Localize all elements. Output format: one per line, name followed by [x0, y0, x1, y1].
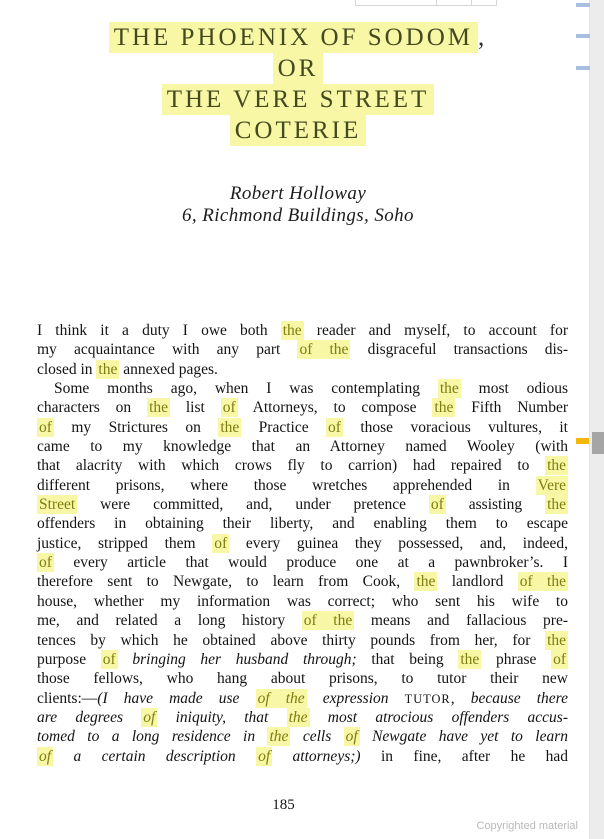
highlighted-text: the [439, 380, 459, 398]
highlighted-text: of [328, 418, 341, 436]
highlighted-text: Vere [537, 476, 566, 494]
text: disgraceful transactions dis- [350, 341, 568, 359]
text: cells [290, 728, 344, 746]
text: justice, stripped them [37, 534, 213, 552]
title-line [0, 22, 596, 53]
text: annexed pages. [119, 360, 218, 378]
text: most atrocious offenders accus- [309, 708, 568, 726]
text: (I have made use [97, 689, 256, 707]
highlighted-text: the [269, 728, 289, 746]
text: Newgate have yet to learn [359, 728, 569, 746]
highlighted-text: of the [257, 689, 305, 707]
text: those voracious vultures, it [342, 418, 568, 436]
text: iniquity, that [157, 708, 287, 726]
body-line [37, 514, 568, 533]
text: me, and related a long history [37, 612, 302, 630]
highlighted-text: of [222, 399, 236, 417]
highlighted-text: of the [299, 341, 349, 359]
text: a certain description [53, 747, 257, 765]
highlighted-text: the [288, 708, 308, 726]
highlighted-text: THE VERE STREET [162, 84, 435, 115]
body-line [37, 611, 568, 630]
text: that being [356, 650, 459, 668]
match-position-marker[interactable] [576, 3, 590, 7]
text [118, 651, 133, 668]
text: my Strictures on [53, 418, 219, 436]
text: tences by which he obtained above thirty pounds from her, for [37, 631, 546, 649]
text: clients:— [37, 689, 98, 707]
text: are degrees [37, 708, 142, 726]
highlighted-text: the [98, 360, 118, 378]
body-line [37, 747, 568, 766]
body-line [37, 727, 568, 746]
text: attorneys;) [272, 747, 361, 765]
highlighted-text: of [258, 747, 271, 765]
body-line [37, 476, 568, 495]
body-text [37, 321, 568, 766]
text: , because there [450, 689, 568, 707]
highlighted-text: the [460, 650, 480, 668]
text: purpose [37, 650, 101, 668]
highlighted-text: of [39, 747, 52, 765]
text: every guinea they possessed, and, indeed, [229, 534, 568, 552]
highlighted-text: of [214, 534, 228, 552]
body-line [37, 437, 568, 456]
highlighted-text: the [547, 631, 566, 649]
text: landlord [437, 573, 518, 591]
text: in fine, after he had [360, 747, 568, 765]
author-address: 6, Richmond Buildings, Soho [182, 205, 414, 226]
body-line [37, 495, 568, 514]
title-line [0, 115, 596, 146]
text: tomed to a long residence in [37, 728, 268, 746]
author-block [0, 183, 596, 227]
text: reader and myself, to account for [303, 322, 568, 339]
text: Attorneys, to compose [237, 399, 433, 417]
text: different prisons, where those wretches apprehended in [37, 476, 536, 494]
text: those fellows, who hang about prisons, to tutor their new [37, 670, 568, 688]
toolbar-divider [436, 0, 437, 5]
text: Some months ago, when I was contemplating [54, 380, 438, 398]
text: came to my knowledge that an Attorney named Wooley (with [37, 438, 568, 456]
highlighted-text: the [547, 457, 566, 475]
highlight-position-marker[interactable] [576, 438, 589, 444]
text: were committed, and, under pretence [77, 496, 429, 514]
highlighted-text: the [547, 496, 566, 514]
text: TUTOR [404, 691, 451, 706]
body-line [37, 340, 568, 359]
scrollbar-track[interactable] [589, 0, 604, 839]
text: phrase [481, 650, 552, 668]
highlighted-text: THE PHOENIX OF SODOM [109, 22, 478, 53]
highlighted-text: of [345, 728, 358, 746]
highlighted-text: Street [39, 496, 76, 514]
highlighted-text: of [143, 708, 156, 726]
highlighted-text: the [434, 399, 454, 417]
body-line [37, 572, 568, 591]
highlighted-text: of [39, 418, 52, 436]
text: characters on [37, 399, 148, 417]
match-position-marker[interactable] [576, 34, 590, 38]
text: means and fallacious pre- [354, 612, 568, 630]
body-line [37, 398, 568, 417]
text: house, whether my information was correct; who sent his wife to [37, 592, 568, 610]
text: bringing her husband through; [132, 650, 357, 668]
highlighted-text: OR [273, 53, 324, 84]
highlighted-text: of [430, 496, 444, 514]
highlighted-text: the [149, 399, 168, 417]
highlighted-text: the [416, 573, 436, 591]
text: Practice [241, 418, 326, 436]
body-line [37, 360, 568, 379]
body-line [37, 321, 568, 340]
body-line [37, 553, 568, 572]
highlighted-text: COTERIE [230, 115, 367, 146]
highlighted-text: the [220, 418, 240, 436]
body-line [37, 379, 568, 398]
text: that alacrity with which crows fly to carrion) had repaired to [37, 457, 546, 475]
highlighted-text: of the [519, 573, 566, 591]
body-line [37, 689, 568, 708]
highlighted-text: the [282, 322, 302, 339]
highlighted-text: of [102, 650, 116, 668]
highlighted-text: of the [303, 612, 353, 630]
book-title [0, 22, 596, 146]
text: offenders in obtaining their liberty, and enabling them to escape [37, 515, 568, 533]
body-line [37, 631, 568, 650]
page-number: 185 [272, 797, 295, 813]
body-line [37, 418, 568, 437]
text: most odious [460, 380, 569, 398]
body-line [37, 708, 568, 727]
body-line [37, 669, 568, 688]
title-line [0, 53, 596, 84]
text: I think it a duty I owe both [37, 322, 281, 339]
title-line [0, 84, 596, 115]
body-line [37, 650, 568, 669]
text: every article that would produce one at a pawnbroker’s. I [53, 554, 568, 572]
highlighted-text: of [553, 650, 567, 668]
text: closed in [37, 360, 97, 378]
text: my acquaintance with any part [37, 341, 298, 359]
text: , [478, 24, 488, 51]
scrollbar-thumb[interactable] [592, 432, 604, 454]
body-line [37, 456, 568, 475]
text: list [170, 399, 221, 417]
match-position-marker[interactable] [576, 66, 590, 70]
text: Fifth Number [455, 399, 569, 417]
cropped-toolbar-fragment [355, 0, 497, 6]
text: therefore sent to Newgate, to learn from Cook, [37, 573, 415, 591]
copyright-watermark: Copyrighted material [476, 820, 578, 832]
toolbar-divider [471, 0, 472, 5]
author-name: Robert Holloway [229, 183, 367, 204]
text: expression [306, 689, 405, 707]
highlighted-text: of [39, 554, 52, 572]
body-line [37, 592, 568, 611]
text: assisting [445, 496, 546, 514]
body-line [37, 534, 568, 553]
